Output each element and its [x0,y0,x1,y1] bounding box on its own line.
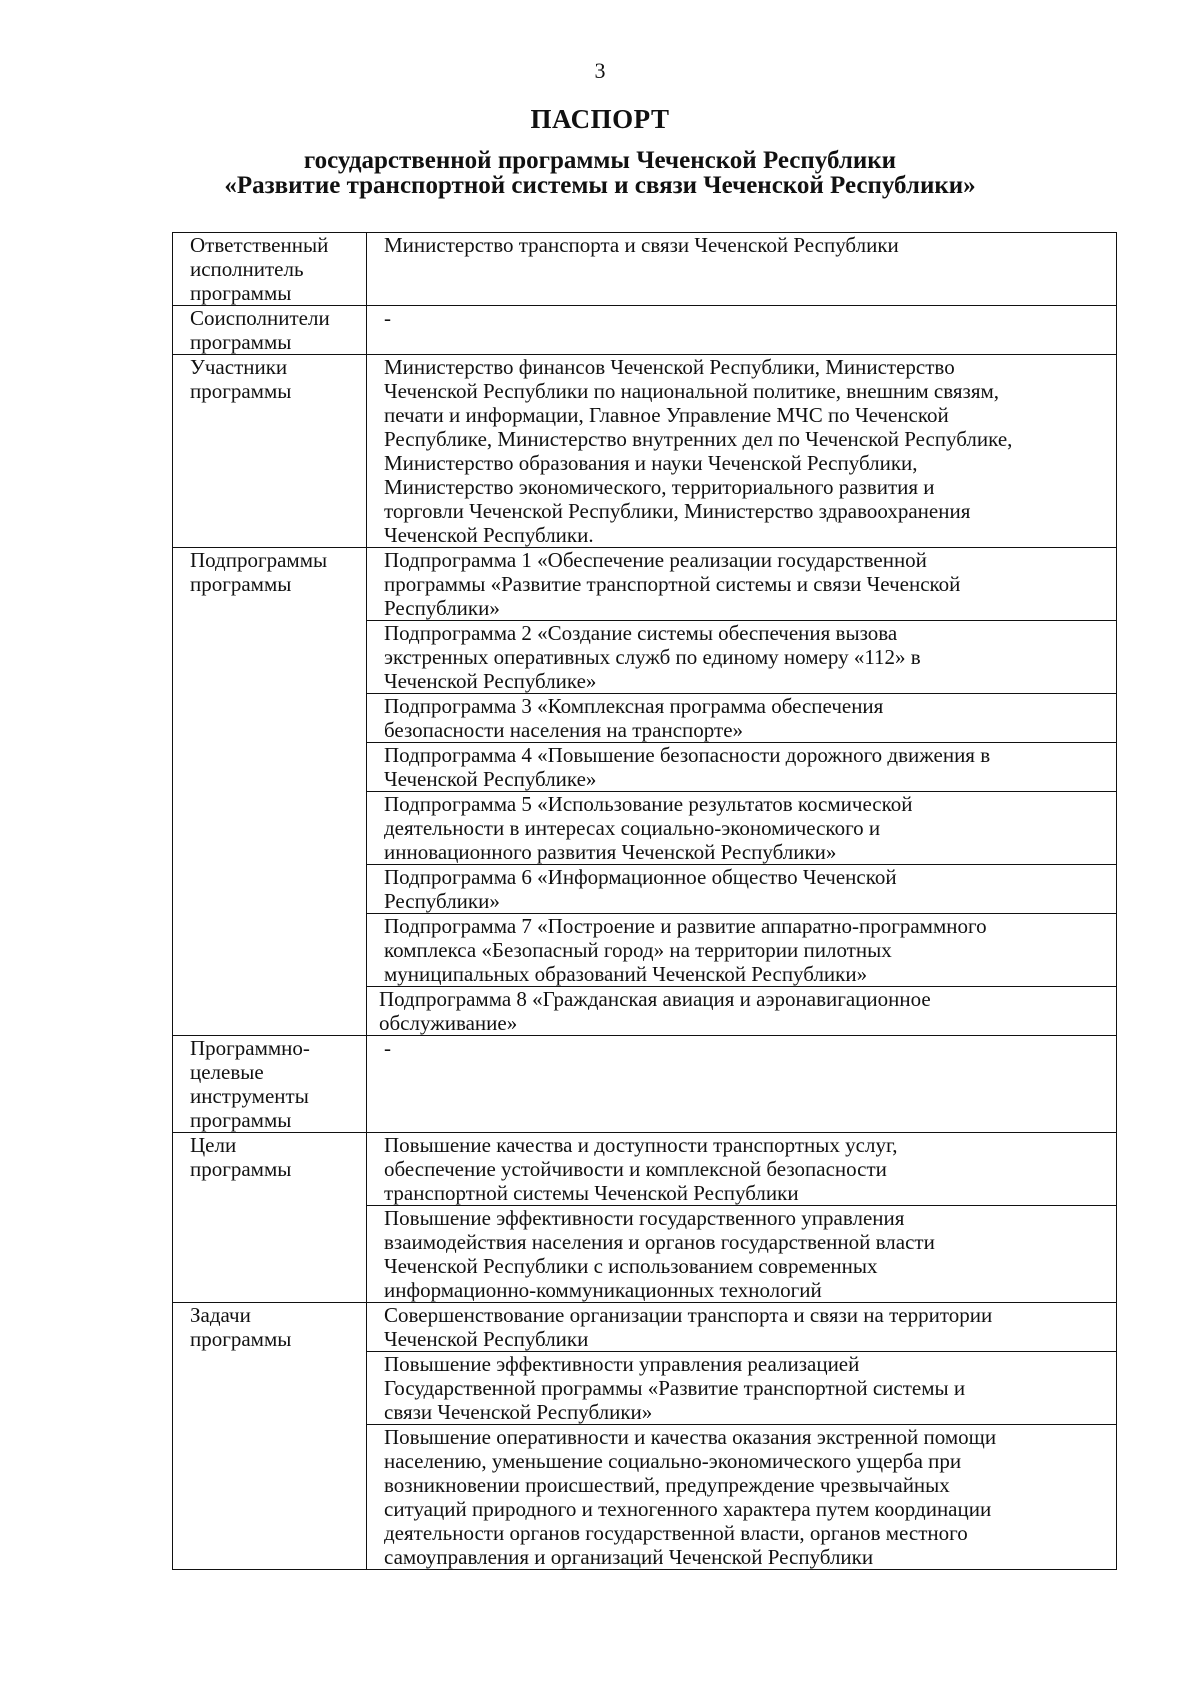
goal-1 [367,1133,1117,1206]
label-line: Участники [190,355,288,379]
value-line: Министерство образования и науки Чеченской Республики, [384,451,918,475]
value-line: Чеченской Республики. [384,523,594,547]
row-executor [173,233,1117,306]
value-line: печати и информации, Главное Управление МЧС по Чеченской [384,403,949,427]
value-line: самоуправления и организаций Чеченской Республики [384,1545,874,1569]
row-label-executor [173,233,367,306]
value-line: ситуаций природного и техногенного характера путем координации [384,1497,992,1521]
value-line: информационно-коммуникационных технологий [384,1278,822,1302]
value-line: Повышение эффективности государственного управления [384,1206,905,1230]
value-line: Подпрограмма 5 «Использование результатов космической [384,792,913,816]
value-line: муниципальных образований Чеченской Республики» [384,962,868,986]
value-line: Министерство экономического, территориального развития и [384,475,935,499]
value-line: Подпрограмма 8 «Гражданская авиация и аэронавигационное [379,987,931,1011]
row-label-goals [173,1133,367,1303]
label-line: Подпрограммы [190,548,328,572]
value-line: экстренных оперативных служб по единому номеру «112» в [384,645,921,669]
row-label-subprograms [173,548,367,1036]
value-line: - [384,306,391,330]
value-line: Повышение оперативности и качества оказания экстренной помощи [384,1425,997,1449]
value-line: торговли Чеченской Республики, Министерство здравоохранения [384,499,971,523]
label-line: программы [190,281,292,305]
label-line: программы [190,1108,292,1132]
row-value-coexecutors [367,306,1117,355]
label-line: программы [190,1157,292,1181]
label-line: Программно- [190,1036,310,1060]
value-line: Министерство финансов Чеченской Республики, Министерство [384,355,955,379]
task-2 [367,1352,1117,1425]
value-line: Чеченской Республике» [384,669,597,693]
row-label-tasks [173,1303,367,1570]
value-line: Подпрограмма 2 «Создание системы обеспечения вызова [384,621,898,645]
value-line: безопасности населения на транспорте» [384,718,744,742]
row-participants [173,355,1117,548]
document-subtitle [0,148,1200,198]
goal-2 [367,1206,1117,1303]
subprogram-8 [367,987,1117,1036]
subprogram-1 [367,548,1117,621]
value-line: населению, уменьшение социально-экономического ущерба при [384,1449,962,1473]
value-line: программы «Развитие транспортной системы и связи Чеченской [384,572,961,596]
value-line: возникновении происшествий, предупреждение чрезвычайных [384,1473,950,1497]
label-line: программы [190,1327,292,1351]
value-line: Республики» [384,889,500,913]
subprogram-5 [367,792,1117,865]
page-number: 3 [594,58,606,83]
task-3 [367,1425,1117,1570]
row-label-instruments [173,1036,367,1133]
value-line: Повышение качества и доступности транспортных услуг, [384,1133,898,1157]
value-line: деятельности органов государственной власти, органов местного [384,1521,968,1545]
subprogram-3 [367,694,1117,743]
row-instruments [173,1036,1117,1133]
value-line: Государственной программы «Развитие транспортной системы и [384,1376,966,1400]
value-line: Чеченской Республики [384,1327,589,1351]
label-line: программы [190,330,292,354]
row-value-instruments [367,1036,1117,1133]
row-coexecutors [173,306,1117,355]
row-label-coexecutors [173,306,367,355]
subprogram-7 [367,914,1117,987]
row-tasks [173,1303,1117,1352]
row-value-participants [367,355,1117,548]
label-line: Цели [190,1133,237,1157]
value-line: транспортной системы Чеченской Республики [384,1181,799,1205]
value-line: связи Чеченской Республики» [384,1400,653,1424]
value-line: Чеченской Республики по национальной политике, внешним связям, [384,379,1000,403]
value-line: Чеченской Республики с использованием современных [384,1254,878,1278]
value-line: Повышение эффективности управления реализацией [384,1352,860,1376]
value-line: Республике, Министерство внутренних дел по Чеченской Республике, [384,427,1013,451]
label-line: Ответственный [190,233,329,257]
value-line: взаимодействия населения и органов государственной власти [384,1230,935,1254]
label-line: Соисполнители [190,306,330,330]
task-1 [367,1303,1117,1352]
value-line: Республики» [384,596,500,620]
document-title: ПАСПОРТ [530,104,670,134]
value-line: Совершенствование организации транспорта и связи на территории [384,1303,993,1327]
label-line: программы [190,379,292,403]
value-line: Подпрограмма 6 «Информационное общество Чеченской [384,865,897,889]
label-line: инструменты [190,1084,309,1108]
subprogram-6 [367,865,1117,914]
row-value-executor [367,233,1117,306]
value-line: Подпрограмма 1 «Обеспечение реализации государственной [384,548,927,572]
label-line: программы [190,572,292,596]
label-line: целевые [190,1060,264,1084]
row-subprograms [173,548,1117,621]
subprogram-4 [367,743,1117,792]
value-line: инновационного развития Чеченской Республики» [384,840,837,864]
subtitle-line: «Развитие транспортной системы и связи Чеченской Республики» [224,172,976,199]
value-line: Подпрограмма 4 «Повышение безопасности дорожного движения в [384,743,991,767]
label-line: Задачи [190,1303,251,1327]
row-label-participants [173,355,367,548]
value-line: Подпрограмма 3 «Комплексная программа обеспечения [384,694,884,718]
value-line: Подпрограмма 7 «Построение и развитие аппаратно-программного [384,914,987,938]
label-line: исполнитель [190,257,304,281]
value-line: деятельности в интересах социально-экономического и [384,816,881,840]
row-goals [173,1133,1117,1206]
value-line: Министерство транспорта и связи Чеченской Республики [384,233,899,257]
value-line: - [384,1036,391,1060]
value-line: Чеченской Республике» [384,767,597,791]
subtitle-line: государственной программы Чеченской Республики [303,147,897,174]
subprogram-2 [367,621,1117,694]
passport-table [172,232,1117,1570]
value-line: комплекса «Безопасный город» на территории пилотных [384,938,892,962]
value-line: обеспечение устойчивости и комплексной безопасности [384,1157,887,1181]
value-line: обслуживание» [379,1011,518,1035]
